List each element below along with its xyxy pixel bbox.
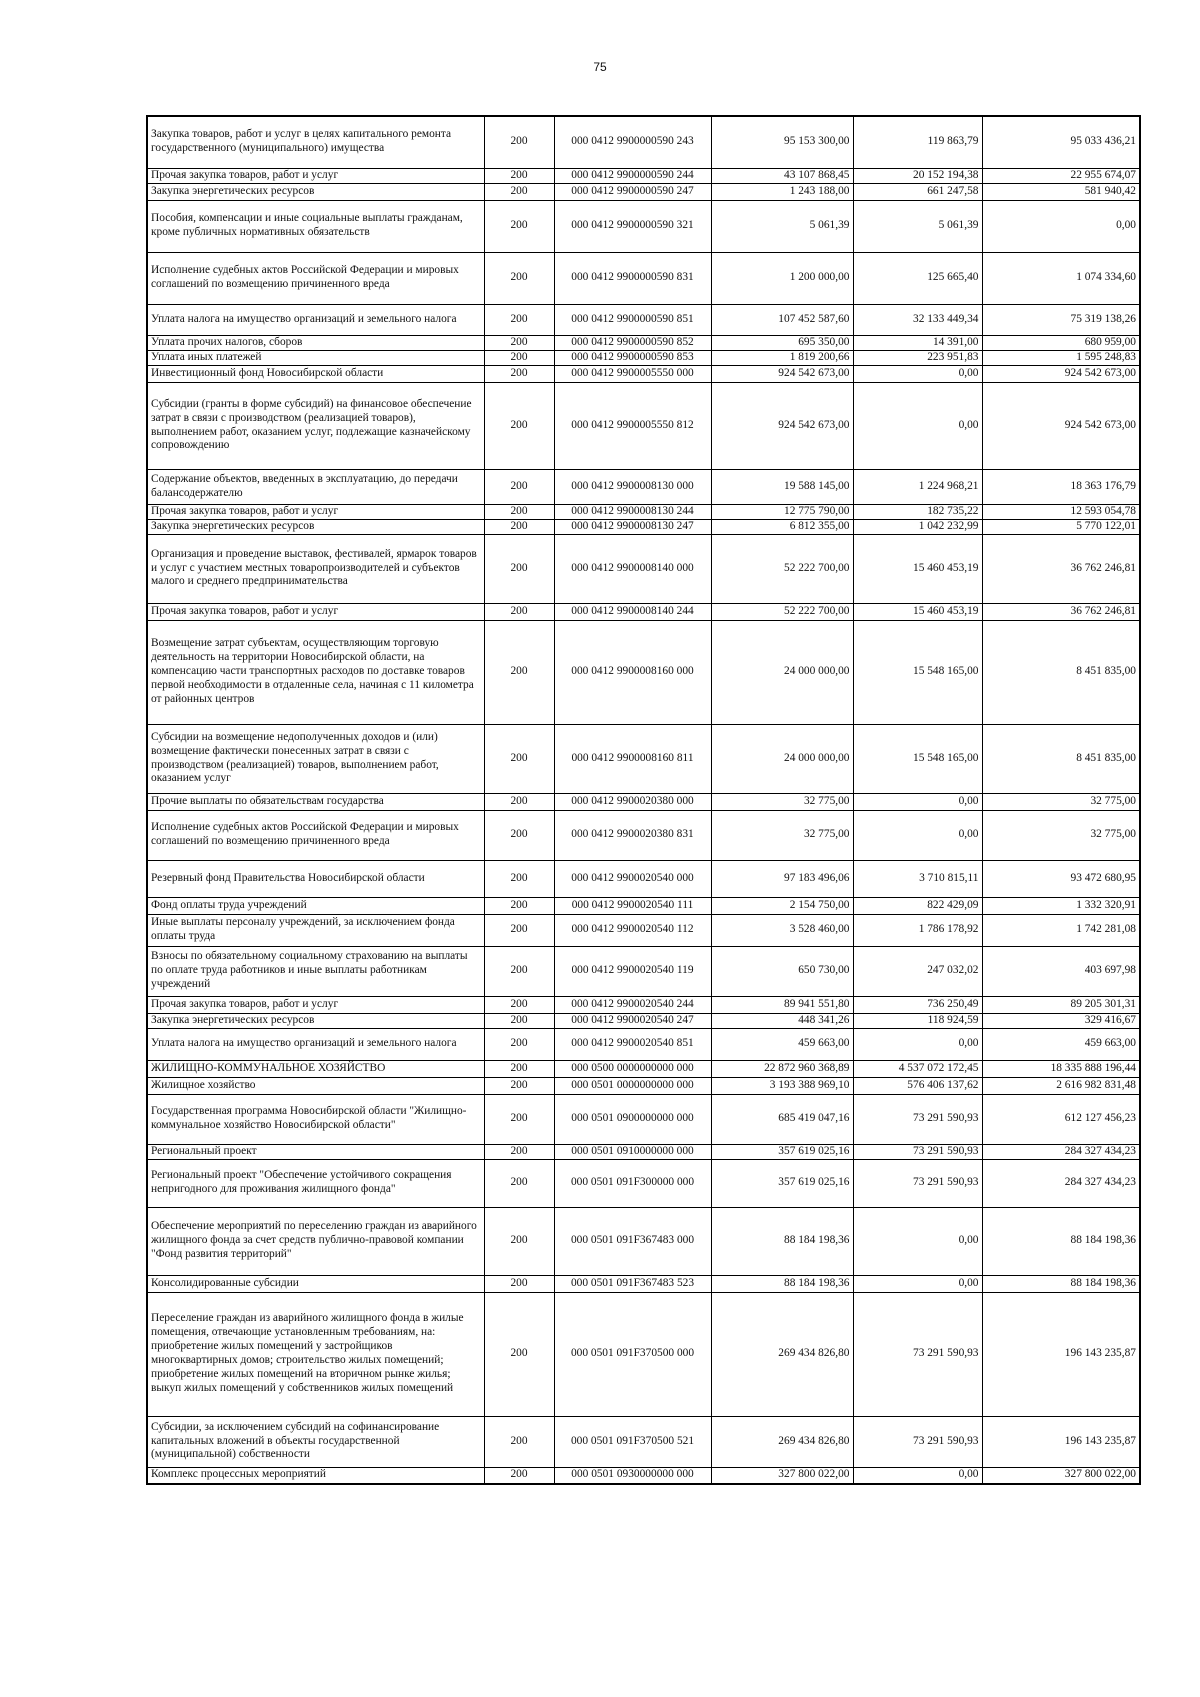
row-approved-amount: 5 061,39 — [711, 200, 853, 252]
row-line-code: 200 — [484, 350, 554, 365]
row-budget-code: 000 0412 9900020380 000 — [554, 793, 711, 810]
row-name: Государственная программа Новосибирской области "Жилищно-коммунальное хозяйство Новосибирской области" — [147, 1094, 484, 1144]
row-name: Региональный проект — [147, 1144, 484, 1159]
row-executed-amount: 1 042 232,99 — [853, 519, 982, 534]
row-approved-amount: 695 350,00 — [711, 335, 853, 350]
row-executed-amount: 0,00 — [853, 365, 982, 382]
row-line-code: 200 — [484, 1207, 554, 1275]
row-unexecuted-amount: 5 770 122,01 — [982, 519, 1140, 534]
table-row — [147, 603, 1140, 620]
row-executed-amount: 32 133 449,34 — [853, 304, 982, 335]
row-name: Субсидии, за исключением субсидий на софинансирование капитальных вложений в объекты государственной (муниципальной) собственности — [147, 1416, 484, 1467]
row-budget-code: 000 0412 9900020540 112 — [554, 914, 711, 946]
row-executed-amount: 15 548 165,00 — [853, 724, 982, 793]
row-executed-amount: 118 924,59 — [853, 1013, 982, 1028]
row-executed-amount: 1 224 968,21 — [853, 469, 982, 504]
row-line-code: 200 — [484, 996, 554, 1013]
row-executed-amount: 73 291 590,93 — [853, 1159, 982, 1207]
table-row — [147, 469, 1140, 504]
row-executed-amount: 3 710 815,11 — [853, 860, 982, 897]
row-line-code: 200 — [484, 1159, 554, 1207]
row-line-code: 200 — [484, 1094, 554, 1144]
row-budget-code: 000 0412 9900000590 851 — [554, 304, 711, 335]
row-budget-code: 000 0412 9900020380 831 — [554, 810, 711, 860]
row-approved-amount: 269 434 826,80 — [711, 1292, 853, 1416]
budget-table-body — [147, 116, 1140, 1484]
row-unexecuted-amount: 36 762 246,81 — [982, 534, 1140, 603]
row-name: Субсидии на возмещение недополученных доходов и (или) возмещение фактически понесенных затрат в связи с производством (реализацией) товаров, выполнением работ, оказанием услуг — [147, 724, 484, 793]
row-executed-amount: 14 391,00 — [853, 335, 982, 350]
row-name: Закупка энергетических ресурсов — [147, 519, 484, 534]
row-unexecuted-amount: 93 472 680,95 — [982, 860, 1140, 897]
row-budget-code: 000 0412 9900000590 244 — [554, 168, 711, 183]
row-unexecuted-amount: 329 416,67 — [982, 1013, 1140, 1028]
row-unexecuted-amount: 8 451 835,00 — [982, 620, 1140, 724]
row-line-code: 200 — [484, 382, 554, 469]
row-approved-amount: 97 183 496,06 — [711, 860, 853, 897]
row-approved-amount: 357 619 025,16 — [711, 1144, 853, 1159]
table-row — [147, 860, 1140, 897]
row-executed-amount: 0,00 — [853, 1467, 982, 1484]
table-row — [147, 793, 1140, 810]
row-approved-amount: 32 775,00 — [711, 810, 853, 860]
row-budget-code: 000 0412 9900008130 247 — [554, 519, 711, 534]
row-unexecuted-amount: 1 332 320,91 — [982, 897, 1140, 914]
row-approved-amount: 357 619 025,16 — [711, 1159, 853, 1207]
row-budget-code: 000 0412 9900000590 243 — [554, 116, 711, 168]
row-executed-amount: 73 291 590,93 — [853, 1292, 982, 1416]
row-executed-amount: 15 460 453,19 — [853, 534, 982, 603]
row-executed-amount: 0,00 — [853, 810, 982, 860]
row-line-code: 200 — [484, 1060, 554, 1077]
row-unexecuted-amount: 1 074 334,60 — [982, 252, 1140, 304]
row-line-code: 200 — [484, 897, 554, 914]
row-unexecuted-amount: 75 319 138,26 — [982, 304, 1140, 335]
row-unexecuted-amount: 612 127 456,23 — [982, 1094, 1140, 1144]
table-row — [147, 519, 1140, 534]
row-line-code: 200 — [484, 335, 554, 350]
row-approved-amount: 1 243 188,00 — [711, 183, 853, 200]
row-name: Переселение граждан из аварийного жилищного фонда в жилые помещения, отвечающие установленным требованиям, на: приобретение жилых помещений у застройщиков многоквартирных домов; строительство жилых помещений; приобретение жилых помещений на вторичном рынке жилья; выкуп жилых помещений у собственников жилых помещений — [147, 1292, 484, 1416]
row-line-code: 200 — [484, 1292, 554, 1416]
row-unexecuted-amount: 0,00 — [982, 200, 1140, 252]
row-approved-amount: 107 452 587,60 — [711, 304, 853, 335]
table-row — [147, 1060, 1140, 1077]
row-executed-amount: 125 665,40 — [853, 252, 982, 304]
table-row — [147, 1144, 1140, 1159]
row-approved-amount: 685 419 047,16 — [711, 1094, 853, 1144]
row-approved-amount: 3 193 388 969,10 — [711, 1077, 853, 1094]
row-executed-amount: 223 951,83 — [853, 350, 982, 365]
row-budget-code: 000 0501 0000000000 000 — [554, 1077, 711, 1094]
table-row — [147, 620, 1140, 724]
row-approved-amount: 650 730,00 — [711, 946, 853, 996]
row-name: Прочая закупка товаров, работ и услуг — [147, 996, 484, 1013]
row-line-code: 200 — [484, 603, 554, 620]
table-row — [147, 996, 1140, 1013]
table-row — [147, 335, 1140, 350]
row-name: Возмещение затрат субъектам, осуществляющим торговую деятельность на территории Новосибирской области, на компенсацию части транспортных расходов по доставке товаров первой необходимости в отдаленные села, начиная с 11 километра от районных центров — [147, 620, 484, 724]
row-approved-amount: 24 000 000,00 — [711, 620, 853, 724]
row-name: Исполнение судебных актов Российской Федерации и мировых соглашений по возмещению причиненного вреда — [147, 252, 484, 304]
row-unexecuted-amount: 196 143 235,87 — [982, 1292, 1140, 1416]
row-name: Прочая закупка товаров, работ и услуг — [147, 603, 484, 620]
row-executed-amount: 15 548 165,00 — [853, 620, 982, 724]
row-budget-code: 000 0412 9900000590 321 — [554, 200, 711, 252]
row-unexecuted-amount: 327 800 022,00 — [982, 1467, 1140, 1484]
row-approved-amount: 6 812 355,00 — [711, 519, 853, 534]
row-approved-amount: 924 542 673,00 — [711, 382, 853, 469]
table-row — [147, 200, 1140, 252]
row-budget-code: 000 0412 9900008160 811 — [554, 724, 711, 793]
row-unexecuted-amount: 1 742 281,08 — [982, 914, 1140, 946]
row-line-code: 200 — [484, 504, 554, 519]
row-executed-amount: 0,00 — [853, 1207, 982, 1275]
row-line-code: 200 — [484, 946, 554, 996]
row-budget-code: 000 0501 091F367483 523 — [554, 1275, 711, 1292]
row-line-code: 200 — [484, 793, 554, 810]
row-executed-amount: 0,00 — [853, 1275, 982, 1292]
row-line-code: 200 — [484, 860, 554, 897]
row-unexecuted-amount: 284 327 434,23 — [982, 1144, 1140, 1159]
row-executed-amount: 182 735,22 — [853, 504, 982, 519]
table-row — [147, 946, 1140, 996]
row-approved-amount: 1 200 000,00 — [711, 252, 853, 304]
row-unexecuted-amount: 89 205 301,31 — [982, 996, 1140, 1013]
row-executed-amount: 5 061,39 — [853, 200, 982, 252]
table-row — [147, 1094, 1140, 1144]
row-budget-code: 000 0412 9900008130 000 — [554, 469, 711, 504]
row-unexecuted-amount: 196 143 235,87 — [982, 1416, 1140, 1467]
table-row — [147, 183, 1140, 200]
row-approved-amount: 88 184 198,36 — [711, 1275, 853, 1292]
budget-execution-table — [146, 115, 1141, 1485]
row-budget-code: 000 0412 9900008140 244 — [554, 603, 711, 620]
row-approved-amount: 95 153 300,00 — [711, 116, 853, 168]
row-unexecuted-amount: 8 451 835,00 — [982, 724, 1140, 793]
row-name: Фонд оплаты труда учреждений — [147, 897, 484, 914]
row-line-code: 200 — [484, 252, 554, 304]
row-budget-code: 000 0501 091F300000 000 — [554, 1159, 711, 1207]
row-name: Иные выплаты персоналу учреждений, за исключением фонда оплаты труда — [147, 914, 484, 946]
row-line-code: 200 — [484, 519, 554, 534]
table-row — [147, 365, 1140, 382]
table-row — [147, 724, 1140, 793]
row-executed-amount: 822 429,09 — [853, 897, 982, 914]
row-budget-code: 000 0412 9900020540 111 — [554, 897, 711, 914]
row-approved-amount: 52 222 700,00 — [711, 534, 853, 603]
table-row — [147, 252, 1140, 304]
row-name: ЖИЛИЩНО-КОММУНАЛЬНОЕ ХОЗЯЙСТВО — [147, 1060, 484, 1077]
row-approved-amount: 32 775,00 — [711, 793, 853, 810]
row-line-code: 200 — [484, 200, 554, 252]
row-approved-amount: 12 775 790,00 — [711, 504, 853, 519]
row-budget-code: 000 0412 9900008160 000 — [554, 620, 711, 724]
row-executed-amount: 247 032,02 — [853, 946, 982, 996]
row-name: Пособия, компенсации и иные социальные выплаты гражданам, кроме публичных нормативных обязательств — [147, 200, 484, 252]
row-unexecuted-amount: 403 697,98 — [982, 946, 1140, 996]
row-approved-amount: 19 588 145,00 — [711, 469, 853, 504]
row-budget-code: 000 0412 9900008130 244 — [554, 504, 711, 519]
row-unexecuted-amount: 581 940,42 — [982, 183, 1140, 200]
row-approved-amount: 3 528 460,00 — [711, 914, 853, 946]
table-row — [147, 1292, 1140, 1416]
row-unexecuted-amount: 284 327 434,23 — [982, 1159, 1140, 1207]
row-budget-code: 000 0412 9900005550 000 — [554, 365, 711, 382]
row-budget-code: 000 0501 091F370500 000 — [554, 1292, 711, 1416]
table-row — [147, 1207, 1140, 1275]
row-budget-code: 000 0412 9900020540 851 — [554, 1028, 711, 1060]
row-budget-code: 000 0501 0910000000 000 — [554, 1144, 711, 1159]
row-budget-code: 000 0412 9900000590 852 — [554, 335, 711, 350]
row-unexecuted-amount: 22 955 674,07 — [982, 168, 1140, 183]
row-unexecuted-amount: 88 184 198,36 — [982, 1207, 1140, 1275]
table-row — [147, 1416, 1140, 1467]
row-line-code: 200 — [484, 914, 554, 946]
table-row — [147, 382, 1140, 469]
row-budget-code: 000 0412 9900008140 000 — [554, 534, 711, 603]
row-name: Прочая закупка товаров, работ и услуг — [147, 504, 484, 519]
table-row — [147, 1028, 1140, 1060]
row-unexecuted-amount: 680 959,00 — [982, 335, 1140, 350]
row-approved-amount: 52 222 700,00 — [711, 603, 853, 620]
row-approved-amount: 448 341,26 — [711, 1013, 853, 1028]
row-unexecuted-amount: 95 033 436,21 — [982, 116, 1140, 168]
row-line-code: 200 — [484, 183, 554, 200]
table-row — [147, 168, 1140, 183]
row-line-code: 200 — [484, 1144, 554, 1159]
row-unexecuted-amount: 88 184 198,36 — [982, 1275, 1140, 1292]
row-line-code: 200 — [484, 1467, 554, 1484]
row-line-code: 200 — [484, 1077, 554, 1094]
row-name: Уплата иных платежей — [147, 350, 484, 365]
row-line-code: 200 — [484, 116, 554, 168]
row-approved-amount: 924 542 673,00 — [711, 365, 853, 382]
table-row — [147, 1077, 1140, 1094]
row-name: Исполнение судебных актов Российской Федерации и мировых соглашений по возмещению причиненного вреда — [147, 810, 484, 860]
row-name: Организация и проведение выставок, фестивалей, ярмарок товаров и услуг с участием местных товаропроизводителей и субъектов малого и среднего предпринимательства — [147, 534, 484, 603]
row-line-code: 200 — [484, 1416, 554, 1467]
row-budget-code: 000 0500 0000000000 000 — [554, 1060, 711, 1077]
row-approved-amount: 22 872 960 368,89 — [711, 1060, 853, 1077]
row-line-code: 200 — [484, 620, 554, 724]
table-row — [147, 1013, 1140, 1028]
row-name: Консолидированные субсидии — [147, 1275, 484, 1292]
row-unexecuted-amount: 1 595 248,83 — [982, 350, 1140, 365]
row-budget-code: 000 0412 9900020540 119 — [554, 946, 711, 996]
row-name: Содержание объектов, введенных в эксплуатацию, до передачи балансодержателю — [147, 469, 484, 504]
row-executed-amount: 73 291 590,93 — [853, 1416, 982, 1467]
row-line-code: 200 — [484, 469, 554, 504]
row-approved-amount: 88 184 198,36 — [711, 1207, 853, 1275]
row-line-code: 200 — [484, 304, 554, 335]
row-name: Обеспечение мероприятий по переселению граждан из аварийного жилищного фонда за счет средств публично-правовой компании "Фонд развития территорий" — [147, 1207, 484, 1275]
row-executed-amount: 1 786 178,92 — [853, 914, 982, 946]
row-budget-code: 000 0412 9900005550 812 — [554, 382, 711, 469]
row-name: Прочая закупка товаров, работ и услуг — [147, 168, 484, 183]
row-approved-amount: 459 663,00 — [711, 1028, 853, 1060]
row-executed-amount: 119 863,79 — [853, 116, 982, 168]
row-unexecuted-amount: 18 335 888 196,44 — [982, 1060, 1140, 1077]
row-approved-amount: 2 154 750,00 — [711, 897, 853, 914]
row-budget-code: 000 0412 9900000590 247 — [554, 183, 711, 200]
row-name: Закупка энергетических ресурсов — [147, 183, 484, 200]
table-row — [147, 1467, 1140, 1484]
row-name: Уплата прочих налогов, сборов — [147, 335, 484, 350]
row-executed-amount: 0,00 — [853, 793, 982, 810]
row-approved-amount: 327 800 022,00 — [711, 1467, 853, 1484]
row-unexecuted-amount: 924 542 673,00 — [982, 382, 1140, 469]
row-executed-amount: 73 291 590,93 — [853, 1144, 982, 1159]
row-line-code: 200 — [484, 810, 554, 860]
table-row — [147, 350, 1140, 365]
row-approved-amount: 89 941 551,80 — [711, 996, 853, 1013]
row-executed-amount: 15 460 453,19 — [853, 603, 982, 620]
row-executed-amount: 736 250,49 — [853, 996, 982, 1013]
row-budget-code: 000 0412 9900020540 247 — [554, 1013, 711, 1028]
row-line-code: 200 — [484, 1028, 554, 1060]
row-name: Резервный фонд Правительства Новосибирской области — [147, 860, 484, 897]
row-name: Субсидии (гранты в форме субсидий) на финансовое обеспечение затрат в связи с производством (реализацией товаров), выполнением работ, оказанием услуг, подлежащие казначейскому сопровождению — [147, 382, 484, 469]
row-approved-amount: 1 819 200,66 — [711, 350, 853, 365]
table-row — [147, 914, 1140, 946]
row-line-code: 200 — [484, 168, 554, 183]
row-unexecuted-amount: 32 775,00 — [982, 810, 1140, 860]
row-budget-code: 000 0501 091F370500 521 — [554, 1416, 711, 1467]
row-approved-amount: 24 000 000,00 — [711, 724, 853, 793]
row-name: Закупка товаров, работ и услуг в целях капитального ремонта государственного (муниципального) имущества — [147, 116, 484, 168]
row-executed-amount: 4 537 072 172,45 — [853, 1060, 982, 1077]
table-row — [147, 116, 1140, 168]
row-name: Комплекс процессных мероприятий — [147, 1467, 484, 1484]
row-unexecuted-amount: 459 663,00 — [982, 1028, 1140, 1060]
row-unexecuted-amount: 32 775,00 — [982, 793, 1140, 810]
row-budget-code: 000 0501 091F367483 000 — [554, 1207, 711, 1275]
row-name: Инвестиционный фонд Новосибирской области — [147, 365, 484, 382]
row-name: Уплата налога на имущество организаций и земельного налога — [147, 1028, 484, 1060]
row-line-code: 200 — [484, 1275, 554, 1292]
row-approved-amount: 269 434 826,80 — [711, 1416, 853, 1467]
row-line-code: 200 — [484, 724, 554, 793]
row-unexecuted-amount: 12 593 054,78 — [982, 504, 1140, 519]
row-executed-amount: 0,00 — [853, 382, 982, 469]
table-row — [147, 897, 1140, 914]
row-unexecuted-amount: 18 363 176,79 — [982, 469, 1140, 504]
row-approved-amount: 43 107 868,45 — [711, 168, 853, 183]
row-name: Региональный проект "Обеспечение устойчивого сокращения непригодного для проживания жилищного фонда" — [147, 1159, 484, 1207]
row-executed-amount: 661 247,58 — [853, 183, 982, 200]
row-executed-amount: 73 291 590,93 — [853, 1094, 982, 1144]
row-budget-code: 000 0501 0900000000 000 — [554, 1094, 711, 1144]
row-name: Уплата налога на имущество организаций и земельного налога — [147, 304, 484, 335]
row-unexecuted-amount: 2 616 982 831,48 — [982, 1077, 1140, 1094]
row-executed-amount: 0,00 — [853, 1028, 982, 1060]
row-budget-code: 000 0412 9900020540 244 — [554, 996, 711, 1013]
row-budget-code: 000 0412 9900000590 853 — [554, 350, 711, 365]
row-budget-code: 000 0412 9900020540 000 — [554, 860, 711, 897]
row-line-code: 200 — [484, 1013, 554, 1028]
row-name: Прочие выплаты по обязательствам государства — [147, 793, 484, 810]
row-executed-amount: 20 152 194,38 — [853, 168, 982, 183]
table-row — [147, 304, 1140, 335]
row-budget-code: 000 0501 0930000000 000 — [554, 1467, 711, 1484]
row-executed-amount: 576 406 137,62 — [853, 1077, 982, 1094]
row-budget-code: 000 0412 9900000590 831 — [554, 252, 711, 304]
table-row — [147, 534, 1140, 603]
page-number: 75 — [593, 60, 607, 74]
table-row — [147, 810, 1140, 860]
row-name: Жилищное хозяйство — [147, 1077, 484, 1094]
row-unexecuted-amount: 36 762 246,81 — [982, 603, 1140, 620]
table-row — [147, 504, 1140, 519]
table-row — [147, 1159, 1140, 1207]
row-line-code: 200 — [484, 365, 554, 382]
table-row — [147, 1275, 1140, 1292]
row-name: Взносы по обязательному социальному страхованию на выплаты по оплате труда работников и иные выплаты работникам учреждений — [147, 946, 484, 996]
row-unexecuted-amount: 924 542 673,00 — [982, 365, 1140, 382]
row-line-code: 200 — [484, 534, 554, 603]
row-name: Закупка энергетических ресурсов — [147, 1013, 484, 1028]
